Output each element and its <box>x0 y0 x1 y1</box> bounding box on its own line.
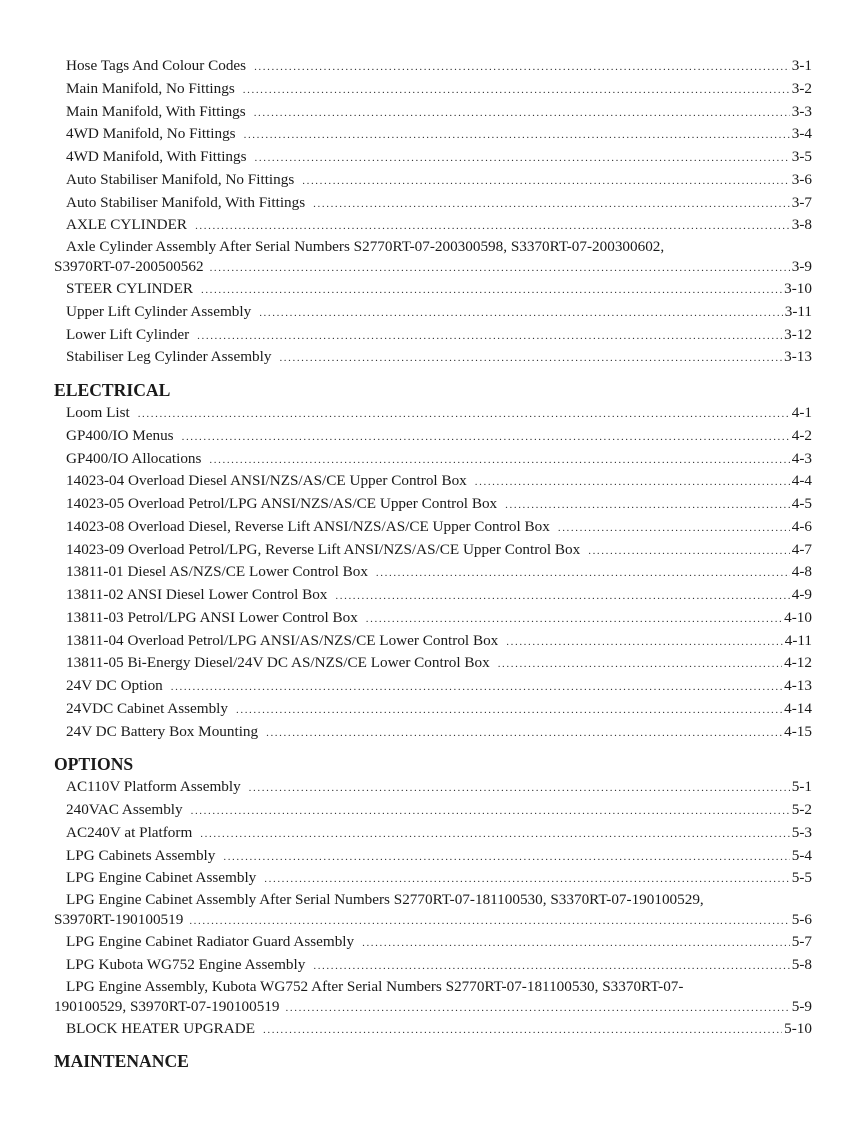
toc-entry-page: 5-10 <box>784 1019 812 1037</box>
toc-entry-page: 3-2 <box>791 79 812 97</box>
toc-entry-page: 4-11 <box>784 631 812 649</box>
toc-entry-title: Auto Stabiliser Manifold, No Fittings <box>66 170 295 188</box>
toc-leader-dots <box>302 170 790 193</box>
toc-leader-dots <box>255 147 790 170</box>
toc-leader-dots <box>244 124 790 147</box>
toc-entry-title: 24V DC Battery Box Mounting <box>66 722 259 740</box>
toc-leader-dots <box>264 868 789 891</box>
toc-leader-dots <box>558 517 790 540</box>
toc-entry-page: 5-2 <box>791 801 812 818</box>
toc-entry-title: 14023-08 Overload Diesel, Reverse Lift ANSI/NZS/AS/CE Upper Control Box <box>66 517 550 535</box>
toc-entry[interactable] <box>54 675 812 698</box>
toc-entry-title: Loom List <box>66 404 130 421</box>
toc-entry-line2 <box>54 257 812 278</box>
table-of-contents <box>54 55 812 1073</box>
section-heading-maintenance[interactable]: MAINTENANCE <box>54 1051 189 1072</box>
toc-entry-title: 24VDC Cabinet Assembly <box>66 699 228 717</box>
toc-entry-page: 4-9 <box>791 586 812 603</box>
toc-entry[interactable] <box>54 822 812 845</box>
toc-leader-dots <box>209 449 789 472</box>
toc-entry-title: 13811-02 ANSI Diesel Lower Control Box <box>66 586 328 603</box>
toc-leader-dots <box>259 302 783 325</box>
toc-entry-title: LPG Engine Assembly, Kubota WG752 After Serial Numbers S2770RT-07-181100530, S3370RT-07- <box>66 977 684 995</box>
toc-entry-page: 5-1 <box>791 778 812 796</box>
toc-leader-dots <box>506 631 782 654</box>
toc-leader-dots <box>195 215 790 238</box>
toc-entry-line2 <box>54 910 812 931</box>
toc-entry-page: 5-4 <box>791 846 812 864</box>
toc-entry-title: LPG Cabinets Assembly <box>66 846 216 864</box>
toc-entry[interactable] <box>54 493 812 516</box>
toc-leader-dots <box>243 79 790 102</box>
toc-entry-page: 4-14 <box>784 699 812 717</box>
toc-leader-dots <box>254 102 790 125</box>
toc-entry-title: Stabiliser Leg Cylinder Assembly <box>66 348 272 366</box>
toc-leader-dots <box>210 258 790 278</box>
toc-entry[interactable] <box>54 584 812 607</box>
toc-entry[interactable] <box>54 237 812 278</box>
toc-entry-title-continued: S3970RT-07-200500562 <box>54 258 204 275</box>
toc-entry-page: 3-7 <box>791 193 812 211</box>
toc-entry-title-continued: 190100529, S3970RT-07-190100519 <box>54 997 280 1015</box>
toc-entry-page: 5-7 <box>791 933 812 950</box>
toc-entry[interactable] <box>54 652 812 675</box>
toc-entry-title: GP400/IO Menus <box>66 426 174 444</box>
toc-leader-dots <box>189 911 789 931</box>
toc-group-hydraulics <box>54 55 812 369</box>
toc-entry[interactable] <box>54 192 812 215</box>
toc-entry[interactable] <box>54 78 812 101</box>
toc-leader-dots <box>249 777 790 800</box>
toc-entry-page: 4-10 <box>784 608 812 626</box>
toc-leader-dots <box>263 1019 782 1042</box>
toc-leader-dots <box>191 800 790 823</box>
toc-entry-page: 3-10 <box>784 280 812 297</box>
toc-leader-dots <box>138 403 790 426</box>
toc-entry-page: 3-3 <box>791 102 812 120</box>
toc-entry[interactable] <box>54 954 812 977</box>
toc-entry[interactable] <box>54 776 812 799</box>
toc-entry-page: 3-5 <box>791 148 812 165</box>
toc-entry-page: 3-12 <box>784 325 812 343</box>
toc-entry[interactable] <box>54 402 812 425</box>
toc-entry[interactable] <box>54 931 812 954</box>
section-heading-electrical[interactable]: ELECTRICAL <box>54 380 171 400</box>
toc-entry[interactable] <box>54 1018 812 1041</box>
toc-entry[interactable] <box>54 721 812 744</box>
toc-entry-page: 3-4 <box>791 125 812 143</box>
toc-entry[interactable] <box>54 890 812 931</box>
toc-entry-page: 4-13 <box>784 677 812 694</box>
toc-entry[interactable] <box>54 425 812 448</box>
toc-leader-dots <box>313 193 790 216</box>
toc-entry-page: 3-6 <box>791 170 812 188</box>
toc-entry[interactable] <box>54 977 812 1018</box>
toc-leader-dots <box>313 955 789 978</box>
toc-entry[interactable] <box>54 346 812 369</box>
toc-entry-page: 4-12 <box>784 654 812 672</box>
toc-entry-page: 5-9 <box>791 997 812 1015</box>
toc-entry-page: 5-3 <box>791 823 812 841</box>
toc-entry-title: GP400/IO Allocations <box>66 449 202 467</box>
toc-leader-dots <box>254 56 790 79</box>
toc-entry-title: AXLE CYLINDER <box>66 216 188 234</box>
toc-entry-title: Upper Lift Cylinder Assembly <box>66 302 252 320</box>
toc-entry-page: 4-5 <box>791 495 812 512</box>
toc-leader-dots <box>171 676 782 699</box>
toc-entry[interactable] <box>54 607 812 630</box>
toc-entry-title: 13811-04 Overload Petrol/LPG ANSI/AS/NZS/CE Lower Control Box <box>66 631 499 649</box>
toc-entry-page: 3-11 <box>784 302 812 320</box>
toc-entry-line2 <box>54 997 812 1018</box>
toc-entry[interactable] <box>54 539 812 562</box>
toc-leader-dots <box>223 846 789 869</box>
toc-entry-title: STEER CYLINDER <box>66 280 193 297</box>
toc-leader-dots <box>286 998 790 1018</box>
toc-entry-title: Lower Lift Cylinder <box>66 325 190 343</box>
toc-leader-dots <box>279 347 782 370</box>
toc-entry-title: 4WD Manifold, No Fittings <box>66 125 236 143</box>
toc-leader-dots <box>335 585 789 608</box>
toc-entry-title: BLOCK HEATER UPGRADE <box>66 1019 256 1037</box>
toc-group-electrical <box>54 402 812 743</box>
toc-leader-dots <box>366 608 782 631</box>
toc-leader-dots <box>475 471 790 494</box>
toc-leader-dots <box>266 722 782 745</box>
toc-entry-title: 4WD Manifold, With Fittings <box>66 148 247 165</box>
toc-entry-page: 5-8 <box>791 955 812 973</box>
toc-entry-title: 14023-04 Overload Diesel ANSI/NZS/AS/CE Upper Control Box <box>66 472 467 490</box>
toc-leader-dots <box>505 494 790 517</box>
toc-entry-page: 3-8 <box>791 216 812 234</box>
toc-leader-dots <box>197 325 782 348</box>
toc-entry-title: 14023-09 Overload Petrol/LPG, Reverse Lift ANSI/NZS/AS/CE Upper Control Box <box>66 540 581 558</box>
toc-entry-title: LPG Engine Cabinet Assembly <box>66 869 257 887</box>
toc-entry[interactable] <box>54 324 812 347</box>
toc-entry-page: 5-6 <box>791 911 812 928</box>
toc-entry-title: Auto Stabiliser Manifold, With Fittings <box>66 193 306 211</box>
toc-entry-title: 13811-03 Petrol/LPG ANSI Lower Control Box <box>66 608 358 626</box>
toc-entry-title: LPG Kubota WG752 Engine Assembly <box>66 955 306 973</box>
toc-entry-page: 4-15 <box>784 722 812 740</box>
toc-entry[interactable] <box>54 123 812 146</box>
toc-leader-dots <box>588 540 790 563</box>
toc-entry-page: 3-9 <box>791 258 812 275</box>
toc-leader-dots <box>200 823 789 846</box>
toc-entry[interactable] <box>54 698 812 721</box>
toc-entry-title: AC240V at Platform <box>66 823 193 841</box>
toc-leader-dots <box>182 426 790 449</box>
toc-entry[interactable] <box>54 278 812 301</box>
toc-entry-title: Main Manifold, With Fittings <box>66 102 246 120</box>
toc-entry[interactable] <box>54 101 812 124</box>
toc-entry-page: 3-13 <box>784 348 812 366</box>
toc-entry-title: LPG Engine Cabinet Radiator Guard Assembly <box>66 933 355 950</box>
toc-entry-title: 13811-01 Diesel AS/NZS/CE Lower Control Box <box>66 563 368 581</box>
toc-entry[interactable] <box>54 867 812 890</box>
toc-entry-title: 240VAC Assembly <box>66 801 183 818</box>
toc-entry[interactable] <box>54 301 812 324</box>
toc-entry[interactable] <box>54 516 812 539</box>
toc-entry-page: 4-8 <box>791 563 812 581</box>
toc-entry[interactable] <box>54 630 812 653</box>
toc-entry-title: Main Manifold, No Fittings <box>66 79 235 97</box>
toc-entry-page: 4-4 <box>791 472 812 490</box>
toc-entry-title: Axle Cylinder Assembly After Serial Numbers S2770RT-07-200300598, S3370RT-07-200300602, <box>66 238 665 255</box>
toc-entry[interactable] <box>54 799 812 822</box>
toc-entry-page: 4-1 <box>791 404 812 421</box>
toc-entry-title-continued: S3970RT-190100519 <box>54 911 184 928</box>
toc-entry-page: 3-1 <box>791 57 812 74</box>
toc-leader-dots <box>376 562 790 585</box>
toc-leader-dots <box>201 279 782 302</box>
toc-entry-page: 4-3 <box>791 449 812 467</box>
toc-entry-page: 5-5 <box>791 869 812 887</box>
toc-leader-dots <box>236 699 782 722</box>
toc-entry[interactable] <box>54 146 812 169</box>
toc-entry-title: Hose Tags And Colour Codes <box>66 57 247 74</box>
toc-entry-page: 4-2 <box>791 426 812 444</box>
toc-leader-dots <box>498 653 782 676</box>
section-heading-options[interactable]: OPTIONS <box>54 754 134 775</box>
toc-entry-title: LPG Engine Cabinet Assembly After Serial Numbers S2770RT-07-181100530, S3370RT-07-190100529, <box>66 891 704 908</box>
toc-entry[interactable] <box>54 561 812 584</box>
toc-leader-dots <box>362 932 790 955</box>
toc-entry-page: 4-6 <box>791 517 812 535</box>
toc-entry-title: AC110V Platform Assembly <box>66 778 241 796</box>
toc-entry[interactable] <box>54 214 812 237</box>
toc-entry-title: 13811-05 Bi-Energy Diesel/24V DC AS/NZS/CE Lower Control Box <box>66 654 490 672</box>
toc-group-options <box>54 776 812 1040</box>
toc-entry[interactable] <box>54 448 812 471</box>
toc-entry[interactable] <box>54 845 812 868</box>
toc-entry-title: 14023-05 Overload Petrol/LPG ANSI/NZS/AS/CE Upper Control Box <box>66 495 498 512</box>
toc-entry[interactable] <box>54 169 812 192</box>
toc-entry[interactable] <box>54 470 812 493</box>
toc-entry[interactable] <box>54 55 812 78</box>
toc-entry-page: 4-7 <box>791 540 812 558</box>
toc-entry-title: 24V DC Option <box>66 677 163 694</box>
